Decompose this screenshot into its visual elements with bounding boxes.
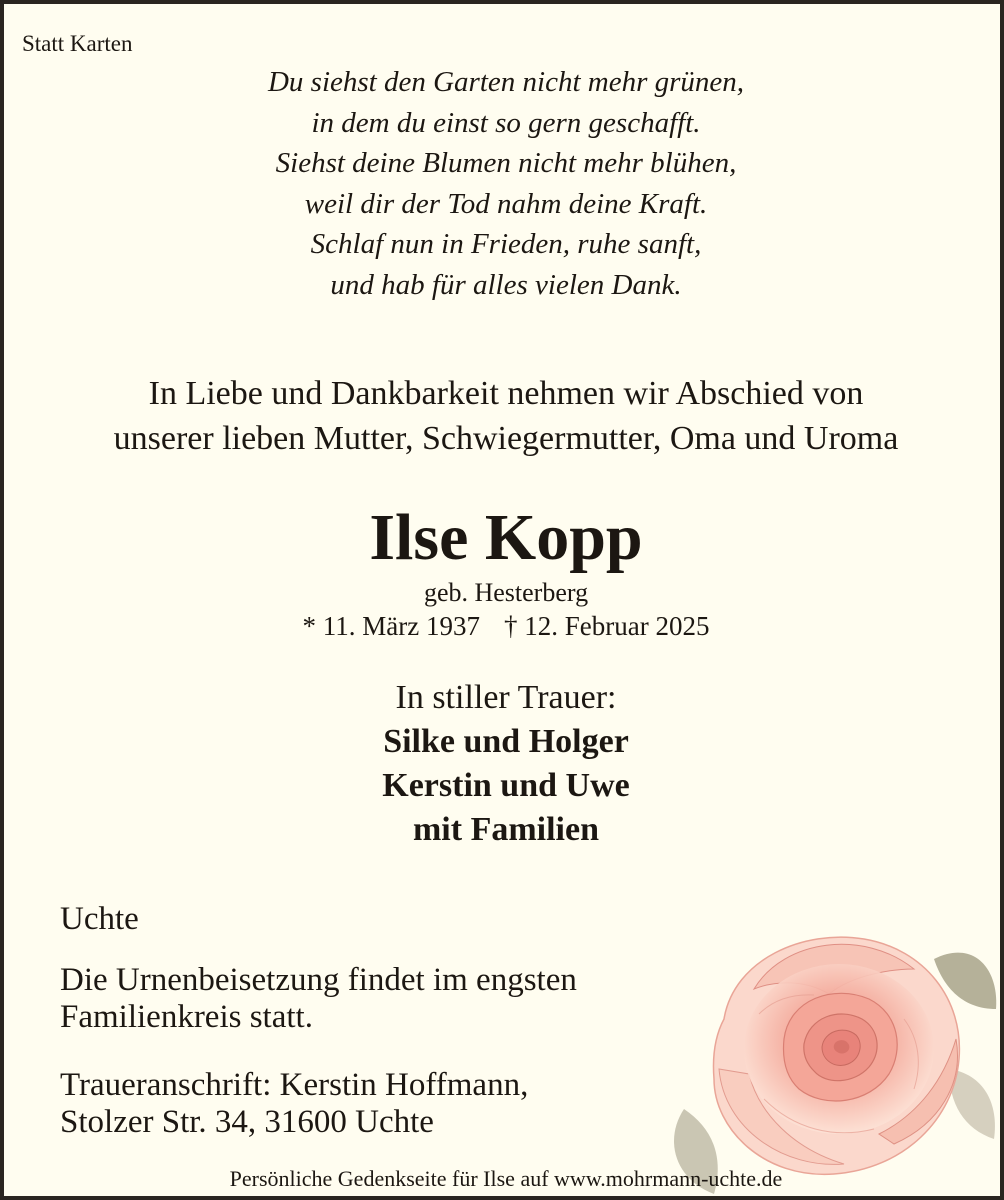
poem-line: und hab für alles vielen Dank. — [330, 268, 682, 301]
statt-karten-label: Statt Karten — [22, 31, 133, 56]
poem-line: weil dir der Tod nahm deine Kraft. — [304, 187, 708, 220]
address-line: Stolzer Str. 34, 31600 Uchte — [60, 1104, 434, 1140]
death-date: † 12. Februar 2025 — [504, 611, 710, 641]
memorial-page-link[interactable]: Persönliche Gedenkseite für Ilse auf www.mohrmann-uchte.de — [229, 1166, 783, 1191]
place-text: Uchte — [60, 901, 139, 937]
intro-line: unserer lieben Mutter, Schwiegermutter, Oma und Uroma — [113, 420, 899, 457]
poem-line: Schlaf nun in Frieden, ruhe sanft, — [310, 228, 702, 260]
mourner-name: Silke und Holger — [383, 723, 629, 760]
mourner-list — [4, 720, 1004, 852]
birth-date: * 11. März 1937 — [302, 611, 480, 641]
burial-line: Die Urnenbeisetzung findet im engsten — [60, 962, 577, 998]
mourning-label: In stiller Trauer: — [395, 679, 617, 716]
birth-name: geb. Hesterberg — [423, 578, 589, 607]
mourner-name: mit Familien — [412, 811, 600, 848]
poem-line: Du siehst den Garten nicht mehr grünen, — [267, 66, 745, 98]
rose-illustration-icon — [664, 899, 1004, 1199]
mourning-address — [60, 1067, 528, 1141]
burial-line: Familienkreis statt. — [60, 999, 313, 1035]
burial-notice — [60, 962, 577, 1036]
poem — [4, 62, 1004, 305]
poem-line: Siehst deine Blumen nicht mehr blühen, — [275, 147, 737, 179]
farewell-intro — [4, 371, 1004, 461]
deceased-name: Ilse Kopp — [369, 501, 643, 574]
poem-line: in dem du einst so gern geschafft. — [311, 106, 701, 139]
life-dates — [4, 610, 1004, 642]
intro-line: In Liebe und Dankbarkeit nehmen wir Abschied von — [148, 375, 864, 412]
mourner-name: Kerstin und Uwe — [382, 767, 630, 804]
address-line: Traueranschrift: Kerstin Hoffmann, — [60, 1067, 529, 1103]
